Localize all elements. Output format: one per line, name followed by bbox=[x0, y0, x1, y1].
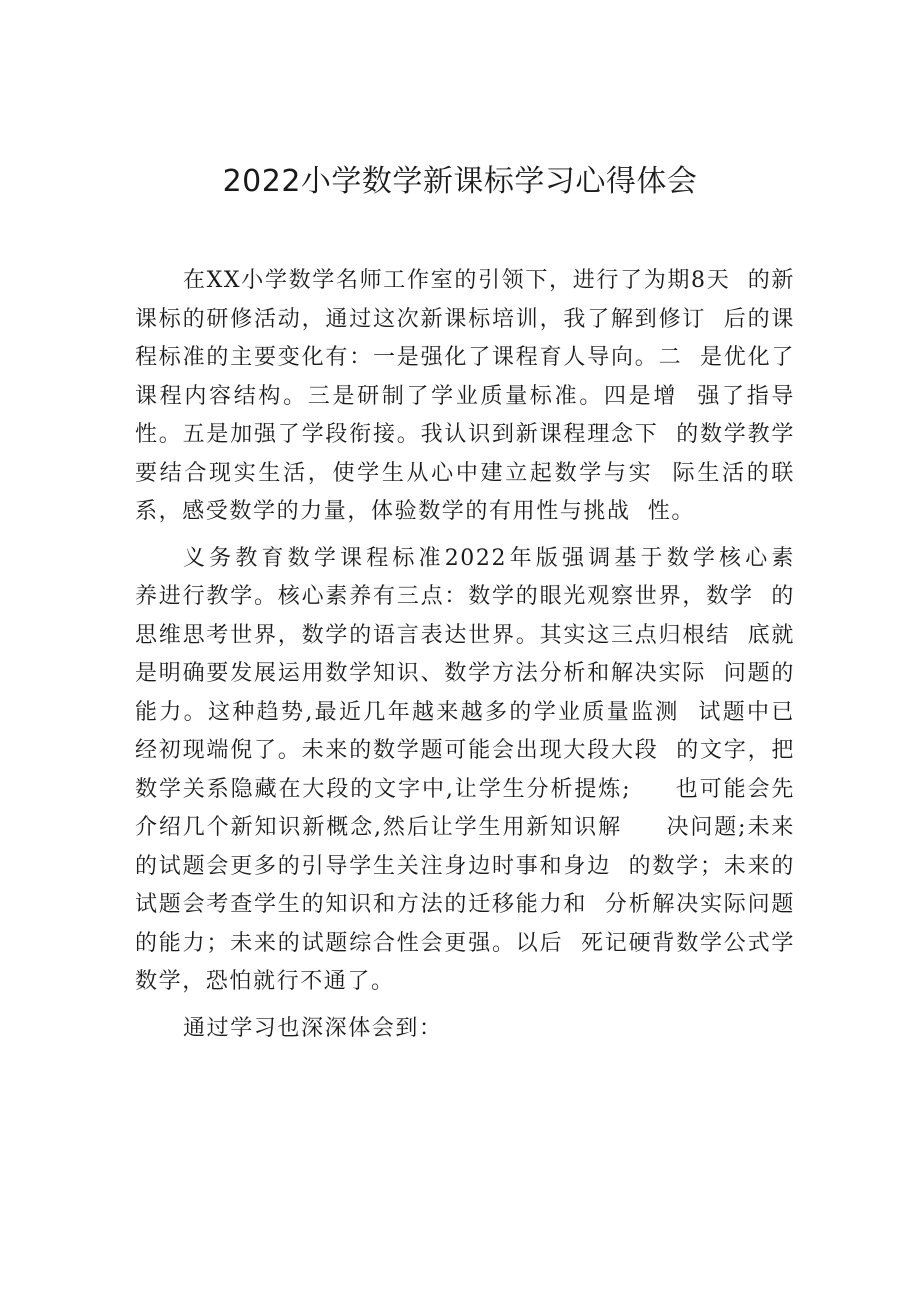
document-body bbox=[135, 262, 830, 1048]
paragraph-3: 通过学习也深深体会到： bbox=[183, 1015, 443, 1041]
paragraph-2: 义务教育数学课程标准2022年版强调基于数学核心素 养进行教学。核心素养有三点：数学的眼光观察世界，数学 的思维思考世界，数学的语言表达世界。其实这三点归根结 底就是明确要发展运用数学知识、数学方法分析和解决实际 问题的能力。这种趋势,最近几年越来越多的学业质量监测 试题中已经初现端倪了。未来的数学题可能会出现大段大段 的文字，把数学关系隐藏在大段的文字中,让学生分析提炼; 也可能会先介绍几个新知识新概念,然后让学生用新知识解 决问题;未来的试题会更多的引导学生关注身边时事和身边 的数学；未来的试题会考查学生的知识和方法的迁移能力和 分析解决实际问题的能力；未来的试题综合性会更强。以后 死记硬背数学公式学数学，恐怕就行不通了。 bbox=[135, 545, 830, 994]
document-title: 2022小学数学新课标学习心得体会 bbox=[222, 164, 698, 199]
paragraph-1: 在XX小学数学名师工作室的引领下，进行了为期8天 的新课标的研修活动，通过这次新课标培训，我了解到修订 后的课程标准的主要变化有：一是强化了课程育人导向。二 是优化了课程内容结构。三是研制了学业质量标准。四是增 强了指导性。五是加强了学段衔接。我认识到新课程理念下 的数学教学要结合现实生活，使学生从心中建立起数学与实 际生活的联系，感受数学的力量，体验数学的有用性与挑战 性。 bbox=[135, 268, 795, 524]
